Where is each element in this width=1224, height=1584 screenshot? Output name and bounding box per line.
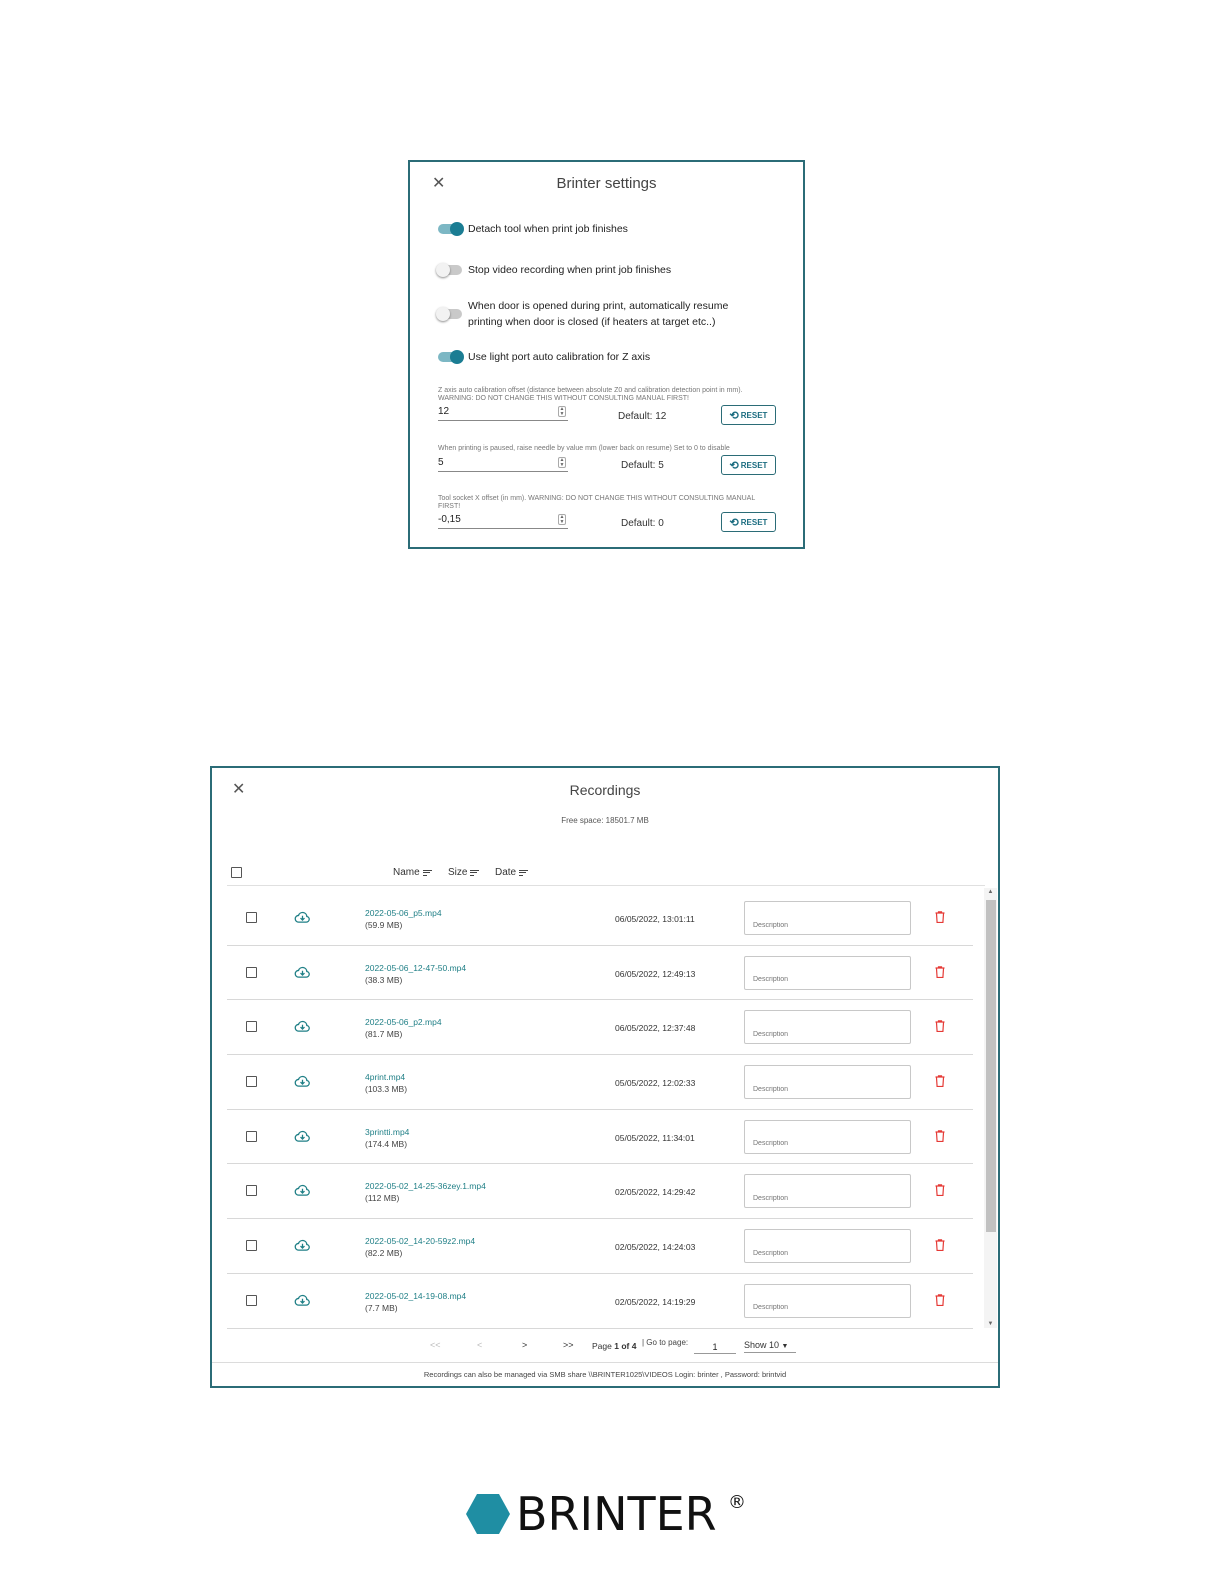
page-size-value: Show 10 <box>744 1340 780 1350</box>
sort-icon <box>423 870 432 876</box>
reset-button[interactable] <box>721 512 776 532</box>
file-date: 06/05/2022, 12:37:48 <box>615 1023 696 1034</box>
file-name-link[interactable]: 2022-05-06_p2.mp4 <box>365 1017 442 1028</box>
toggle-label <box>468 298 728 330</box>
column-header-date: Date <box>495 867 517 878</box>
file-size: (103.3 MB) <box>365 1084 408 1095</box>
file-name-link[interactable]: 2022-05-06_12-47-50.mp4 <box>365 962 467 973</box>
row-checkbox[interactable] <box>246 1295 257 1306</box>
recordings-list <box>227 891 973 1329</box>
prev-page-button[interactable]: < <box>477 1340 483 1350</box>
reset-icon: ⟲ <box>729 409 739 422</box>
table-row <box>227 1055 973 1110</box>
spinner-icon[interactable]: ▲ ▼ <box>559 514 565 525</box>
file-name-link[interactable]: 2022-05-02_14-25-36zey.1.mp4 <box>365 1181 486 1192</box>
description-input[interactable] <box>744 1010 911 1044</box>
close-icon[interactable]: ✕ <box>232 781 246 798</box>
description-input[interactable] <box>744 901 911 935</box>
page-size-select[interactable] <box>744 1340 796 1353</box>
setting-light-port <box>438 349 650 365</box>
reset-label: RESET <box>740 517 768 527</box>
dialog-title: Recordings <box>569 782 641 798</box>
select-all-checkbox[interactable] <box>231 867 242 878</box>
reset-button[interactable] <box>721 405 776 425</box>
param-description: When printing is paused, raise needle by value mm (lower back on resume) Set to 0 to disable <box>438 445 730 452</box>
reset-label: RESET <box>740 460 768 470</box>
description-input[interactable] <box>744 1284 911 1318</box>
column-header-name: Name <box>393 867 420 878</box>
trash-icon[interactable] <box>935 966 945 978</box>
chevron-down-icon: ▼ <box>781 1343 789 1350</box>
recordings-dialog <box>210 766 1000 1388</box>
last-page-button[interactable]: >> <box>563 1340 574 1350</box>
sort-by-date[interactable] <box>495 867 528 878</box>
toggle-label-line2: printing when door is closed (if heaters at target etc..) <box>468 316 716 328</box>
table-row <box>227 1110 973 1165</box>
page-indicator <box>592 1341 636 1351</box>
file-size: (7.7 MB) <box>365 1302 398 1313</box>
toggle-label-line1: When door is opened during print, automatically resume <box>468 300 729 312</box>
table-row <box>227 1274 973 1329</box>
toggle-label: Stop video recording when print job finishes <box>468 264 672 276</box>
z-offset-input[interactable] <box>438 405 568 421</box>
table-row <box>227 1000 973 1055</box>
free-space-label: Free space: 18501.7 MB <box>561 816 649 825</box>
smb-share-note: Recordings can also be managed via SMB share \\BRINTER1025\VIDEOS Login: brinter , Password: brintvid <box>423 1370 787 1379</box>
logo-wordmark: BRINTER <box>516 1487 717 1541</box>
description-input[interactable] <box>744 1120 911 1154</box>
param-default: Default: 5 <box>621 460 664 471</box>
description-input[interactable] <box>744 956 911 990</box>
param-default: Default: 0 <box>621 518 664 529</box>
table-row <box>227 1219 973 1274</box>
light-port-toggle[interactable] <box>438 352 462 362</box>
scroll-down-icon[interactable]: ▼ <box>987 1321 994 1327</box>
detach-tool-toggle[interactable] <box>438 224 462 234</box>
column-header-size: Size <box>448 867 468 878</box>
file-size: (112 MB) <box>365 1193 400 1204</box>
description-input[interactable] <box>744 1174 911 1208</box>
setting-door-resume <box>438 298 728 330</box>
row-checkbox[interactable] <box>246 912 257 923</box>
scroll-up-icon[interactable]: ▲ <box>987 889 994 895</box>
description-input[interactable] <box>744 1229 911 1263</box>
close-icon[interactable]: ✕ <box>432 175 446 192</box>
sort-by-size[interactable] <box>448 867 479 878</box>
setting-detach-tool <box>438 221 628 237</box>
page-prefix: Page <box>592 1341 615 1351</box>
file-name-link[interactable]: 2022-05-06_p5.mp4 <box>365 908 442 918</box>
file-date: 05/05/2022, 12:02:33 <box>615 1078 696 1089</box>
row-checkbox[interactable] <box>246 1240 257 1251</box>
cloud-download-icon[interactable] <box>294 909 311 926</box>
page-current: 1 <box>614 1341 619 1351</box>
table-row <box>227 1164 973 1219</box>
cloud-download-icon[interactable] <box>294 1182 311 1199</box>
trash-icon[interactable] <box>935 1294 945 1306</box>
tool-socket-offset-input[interactable] <box>438 513 568 529</box>
reset-icon: ⟲ <box>729 459 739 472</box>
file-name-link[interactable]: 2022-05-02_14-19-08.mp4 <box>365 1290 467 1301</box>
file-size: (82.2 MB) <box>365 1248 403 1259</box>
file-date: 02/05/2022, 14:24:03 <box>615 1242 696 1253</box>
row-checkbox[interactable] <box>246 1131 257 1142</box>
cloud-download-icon[interactable] <box>294 1018 311 1035</box>
spinner-icon[interactable]: ▲ ▼ <box>559 457 565 468</box>
cloud-download-icon[interactable] <box>294 1292 311 1309</box>
file-size: (59.9 MB) <box>365 920 403 930</box>
cloud-download-icon[interactable] <box>294 1128 311 1145</box>
footer-divider <box>212 1362 998 1363</box>
row-checkbox[interactable] <box>246 1076 257 1087</box>
cloud-download-icon[interactable] <box>294 1073 311 1090</box>
file-date: 05/05/2022, 11:34:01 <box>615 1132 695 1143</box>
trash-icon[interactable] <box>935 1130 945 1142</box>
goto-page-label: | Go to page: <box>642 1338 689 1347</box>
first-page-button[interactable]: << <box>430 1340 441 1350</box>
file-date: 02/05/2022, 14:29:42 <box>615 1187 696 1198</box>
file-date: 06/05/2022, 12:49:13 <box>615 968 696 979</box>
file-size: (81.7 MB) <box>365 1029 403 1040</box>
input-value: -0,15 <box>438 514 461 525</box>
table-row <box>227 946 973 1001</box>
file-size: (38.3 MB) <box>365 974 403 985</box>
param-description: Tool socket X offset (in mm). WARNING: DO NOT CHANGE THIS WITHOUT CONSULTING MANUAL FIRST! <box>438 495 755 510</box>
file-date: 06/05/2022, 13:01:11 <box>615 914 695 924</box>
sort-by-name[interactable] <box>393 867 432 878</box>
cloud-download-icon[interactable] <box>294 1237 311 1254</box>
file-name-link[interactable]: 2022-05-02_14-20-59z2.mp4 <box>365 1236 476 1247</box>
trash-icon[interactable] <box>935 1184 945 1196</box>
file-size: (174.4 MB) <box>365 1138 408 1149</box>
param-default: Default: 12 <box>618 411 667 422</box>
table-row <box>227 891 973 946</box>
setting-stop-video <box>438 262 671 278</box>
logo-hexagon-icon <box>466 1494 510 1534</box>
next-page-button[interactable]: > <box>522 1340 528 1350</box>
dialog-title: Brinter settings <box>556 175 657 192</box>
stop-video-toggle[interactable] <box>438 265 462 275</box>
toggle-label: Detach tool when print job finishes <box>468 223 628 235</box>
scrollbar[interactable] <box>984 888 997 1328</box>
trash-icon[interactable] <box>935 911 945 923</box>
row-checkbox[interactable] <box>246 1021 257 1032</box>
raise-needle-input[interactable] <box>438 456 568 472</box>
toggle-label: Use light port auto calibration for Z axis <box>468 351 651 363</box>
spinner-icon[interactable]: ▲ ▼ <box>559 406 565 417</box>
trash-icon[interactable] <box>935 1020 945 1032</box>
door-resume-toggle[interactable] <box>438 309 462 319</box>
row-checkbox[interactable] <box>246 1185 257 1196</box>
page-of: of <box>618 1341 632 1351</box>
input-value: 12 <box>438 406 450 417</box>
page-total: 4 <box>631 1341 637 1351</box>
trash-icon[interactable] <box>935 1075 945 1087</box>
goto-page-input[interactable] <box>694 1340 736 1354</box>
sort-icon <box>519 870 528 876</box>
param-description: Z axis auto calibration offset (distance between absolute Z0 and calibration detection point in mm). WARNING: DO NOT CHANGE THIS WITHOUT CONSULTING MANUAL FIRST! <box>438 387 743 402</box>
brinter-logo <box>466 1487 756 1541</box>
header-divider <box>227 885 985 886</box>
file-date: 02/05/2022, 14:19:29 <box>615 1296 696 1307</box>
cloud-download-icon[interactable] <box>294 964 311 981</box>
file-name-link[interactable]: 4print.mp4 <box>365 1072 406 1083</box>
reset-icon: ⟲ <box>729 516 739 529</box>
reset-button[interactable] <box>721 455 776 475</box>
settings-dialog <box>408 160 805 549</box>
row-checkbox[interactable] <box>246 967 257 978</box>
input-value: 5 <box>438 457 444 468</box>
scroll-thumb[interactable] <box>986 900 996 1232</box>
registered-mark: ® <box>728 1492 746 1513</box>
reset-label: RESET <box>740 410 768 420</box>
file-name-link[interactable]: 3printti.mp4 <box>365 1126 410 1137</box>
trash-icon[interactable] <box>935 1239 945 1251</box>
description-input[interactable] <box>744 1065 911 1099</box>
sort-icon <box>470 870 479 876</box>
